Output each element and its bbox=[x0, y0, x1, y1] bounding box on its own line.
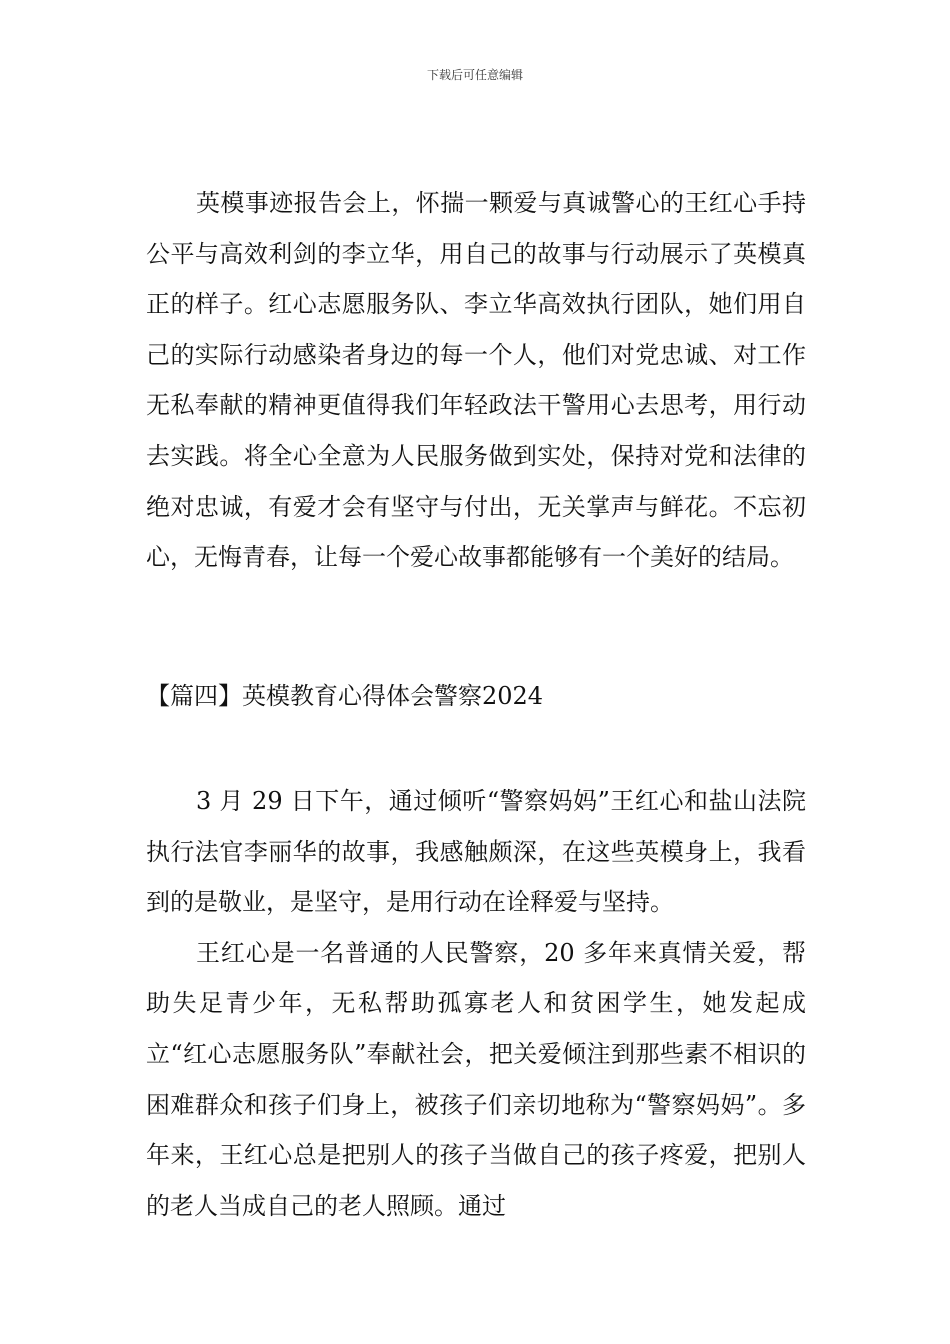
paragraph: 英模事迹报告会上，怀揣一颗爱与真诚警心的王红心手持公平与高效利剑的李立华，用自己的故事与行动展示了英模真正的样子。红心志愿服务队、李立华高效执行团队，她们用自己的实际行动感染者身边的每一个人，他们对党忠诚、对工作无私奉献的精神更值得我们年轻政法干警用心去思考，用行动去实践。将全心全意为人民服务做到实处，保持对党和法律的绝对忠诚，有爱才会有坚守与付出，无关掌声与鲜花。不忘初心，无悔青春，让每一个爱心故事都能够有一个美好的结局。 bbox=[146, 189, 806, 572]
paragraph: 王红心是一名普通的人民警察，20 多年来真情关爱，帮助失足青少年，无私帮助孤寡老人和贫困学生，她发起成立“红心志愿服务队”奉献社会，把关爱倾注到那些素不相识的困难群众和孩子们身上，被孩子们亲切地称为“警察妈妈”。多年来，王红心总是把别人的孩子当做自己的孩子疼爱，把别人的老人当成自己的老人照顾。通过 bbox=[146, 938, 806, 1220]
body-section-top bbox=[146, 178, 806, 583]
page-header: 下载后可任意编辑 bbox=[426, 68, 523, 82]
body-section-bottom bbox=[146, 776, 806, 1231]
paragraph: 3 月 29 日下午，通过倾听“警察妈妈”王红心和盐山法院执行法官李丽华的故事，我感触颇深，在这些英模身上，我看到的是敬业，是坚守，是用行动在诠释爱与坚持。 bbox=[146, 787, 806, 917]
section-heading: 【篇四】英模教育心得体会警察2024 bbox=[146, 682, 544, 710]
